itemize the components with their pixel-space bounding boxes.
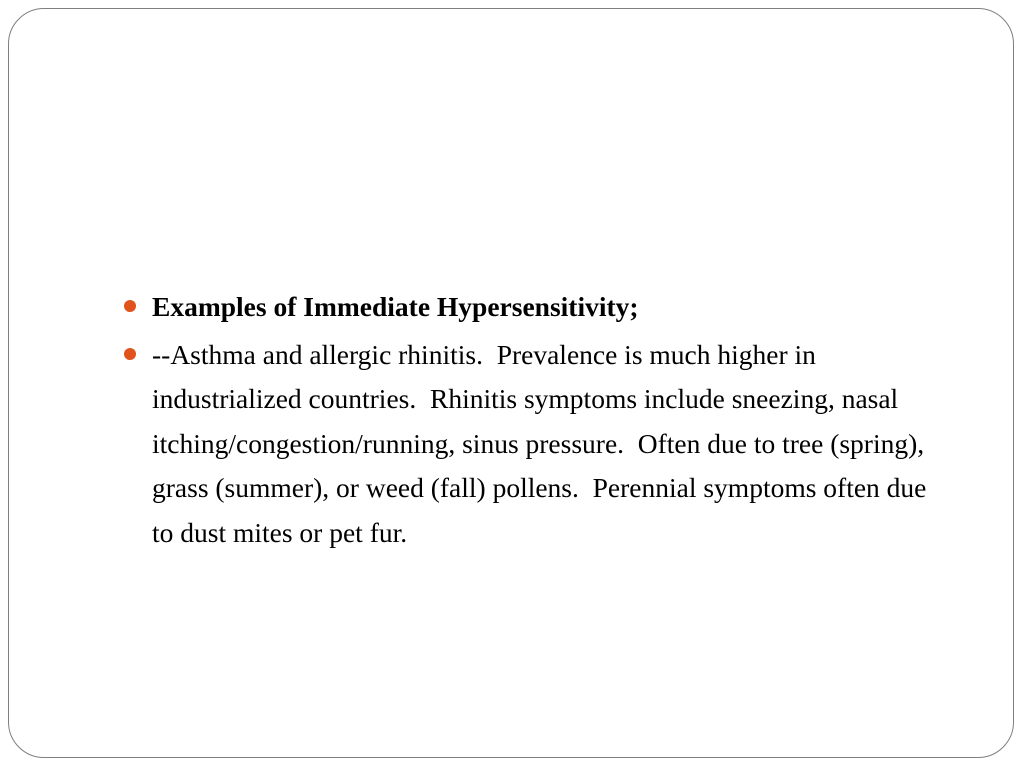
slide-content [122,285,952,558]
bullet-dot-icon [124,348,136,360]
bullet-item-body [122,333,952,556]
bullet-body-text: --Asthma and allergic rhinitis. Prevalence is much higher in industrialized countries. Rhinitis symptoms include sneezing, nasal itching/congestion/running, sinus pressure. Often due to tree (spring), grass (summer), or weed (fall) pollens. Perennial symptoms often due to dust mites or pet fur. [152,338,934,548]
bullet-heading-text: Examples of Immediate Hypersensitivity; [152,291,639,322]
bullet-item-heading [122,285,952,330]
slide-frame [8,8,1014,758]
bullet-dot-icon [124,300,136,312]
bullet-list [122,285,952,555]
